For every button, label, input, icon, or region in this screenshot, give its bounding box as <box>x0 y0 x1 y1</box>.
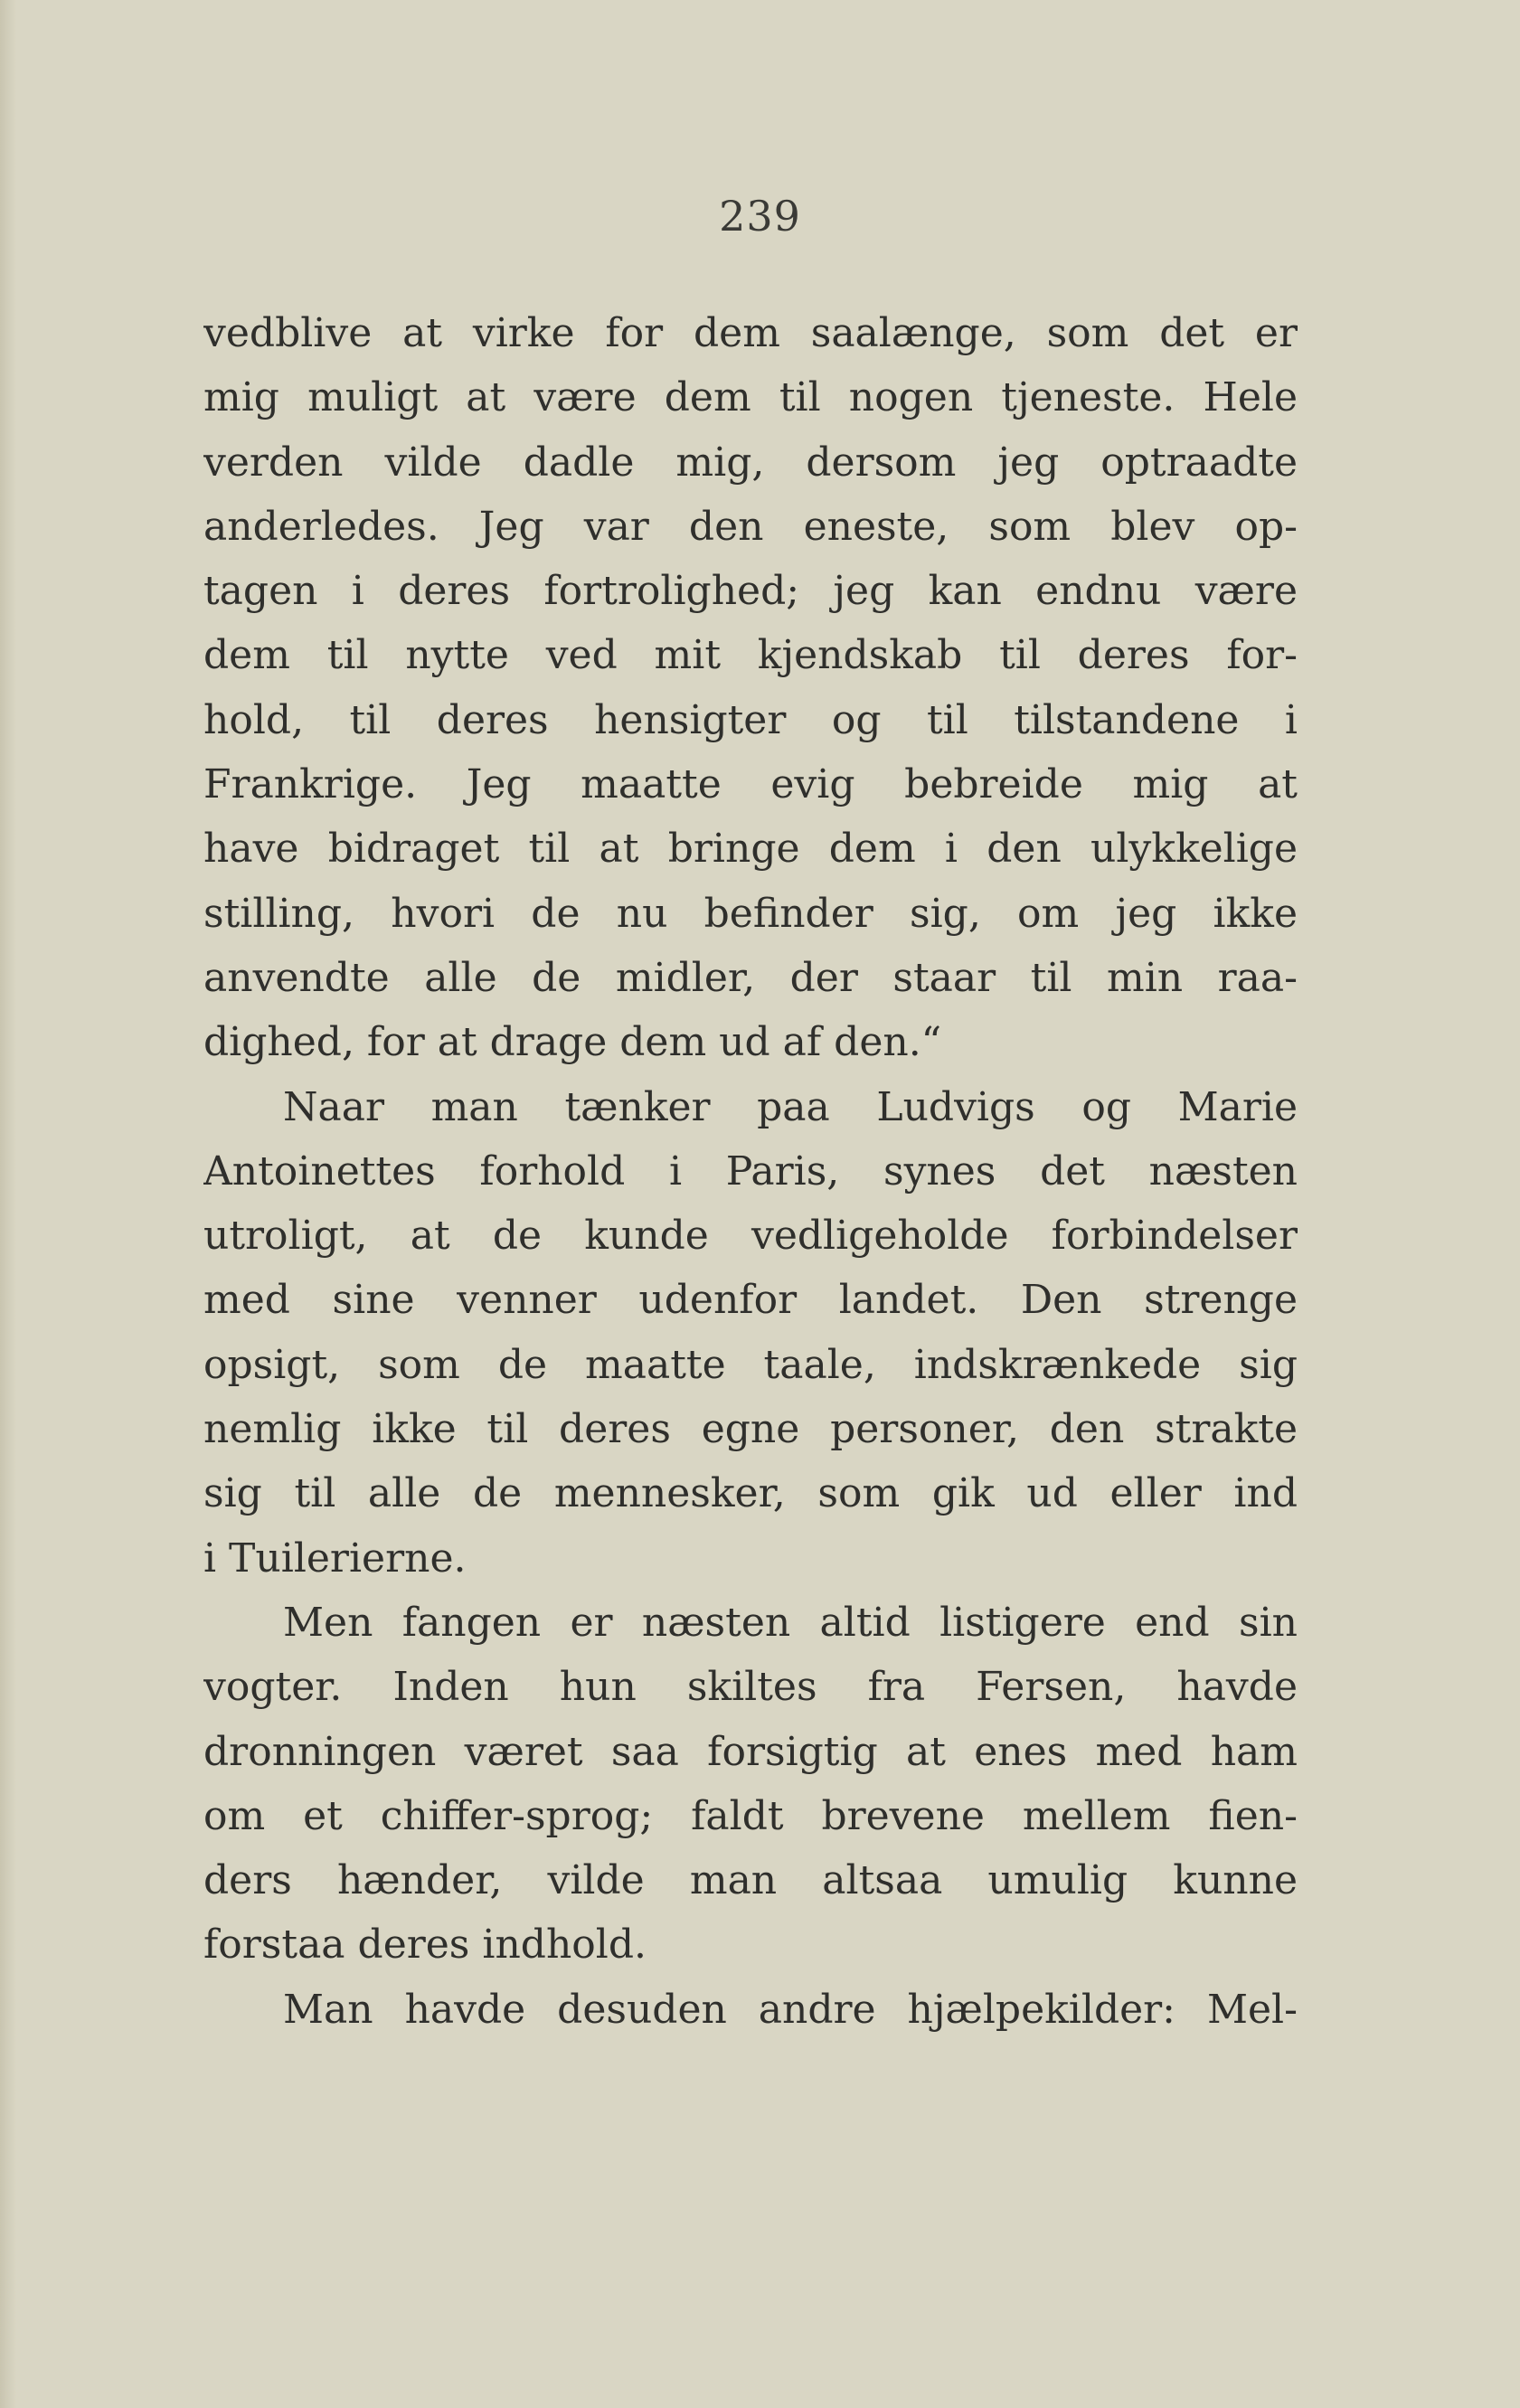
text-line: Man havde desuden andre hjælpekilder: Mel- <box>283 1986 1298 2033</box>
text-line: anderledes. Jeg var den eneste, som blev op- <box>203 503 1298 550</box>
text-line: dem til nytte ved mit kjendskab til deres for- <box>203 632 1298 679</box>
text-line: forstaa deres indhold. <box>203 1922 647 1969</box>
text-line: Frankrige. Jeg maatte evig bebreide mig at <box>203 761 1298 808</box>
text-line: anvendte alle de midler, der staar til min raa- <box>203 954 1298 1001</box>
page-number: 239 <box>719 192 801 241</box>
text-line: vogter. Inden hun skiltes fra Fersen, havde <box>203 1664 1298 1711</box>
text-line: sig til alle de mennesker, som gik ud eller ind <box>203 1470 1298 1517</box>
page-edge-shadow <box>0 0 16 2408</box>
text-line: med sine venner udenfor landet. Den strenge <box>203 1277 1298 1324</box>
text-line: i Tuilerierne. <box>203 1535 467 1582</box>
text-line: tagen i deres fortrolighed; jeg kan endnu være <box>203 568 1298 615</box>
text-line: hold, til deres hensigter og til tilstandene i <box>203 696 1298 743</box>
text-line: utroligt, at de kunde vedligeholde forbindelser <box>203 1213 1298 1260</box>
text-line: vedblive at virke for dem saalænge, som det er <box>203 310 1298 356</box>
text-line: opsigt, som de maatte taale, indskrænkede sig <box>203 1341 1298 1388</box>
text-line: Antoinettes forhold i Paris, synes det næsten <box>203 1147 1298 1195</box>
text-line: mig muligt at være dem til nogen tjeneste. Hele <box>203 374 1298 421</box>
text-line: Naar man tænker paa Ludvigs og Marie <box>283 1083 1298 1130</box>
text-line: ders hænder, vilde man altsaa umulig kunne <box>203 1857 1298 1904</box>
text-line: have bidraget til at bringe dem i den ulykkelige <box>203 826 1298 873</box>
text-line: nemlig ikke til deres egne personer, den strakte <box>203 1406 1298 1453</box>
text-line: verden vilde dadle mig, dersom jeg optraadte <box>203 439 1298 486</box>
body-text <box>203 301 1298 2042</box>
text-line: Men fangen er næsten altid listigere end sin <box>283 1599 1298 1646</box>
text-line: om et chiffer-sprog; faldt brevene mellem fien- <box>203 1792 1298 1839</box>
text-line: dronningen været saa forsigtig at enes med ham <box>203 1728 1298 1775</box>
text-line: stilling, hvori de nu befinder sig, om jeg ikke <box>203 890 1298 937</box>
text-line: dighed, for at drage dem ud af den.“ <box>203 1019 942 1066</box>
